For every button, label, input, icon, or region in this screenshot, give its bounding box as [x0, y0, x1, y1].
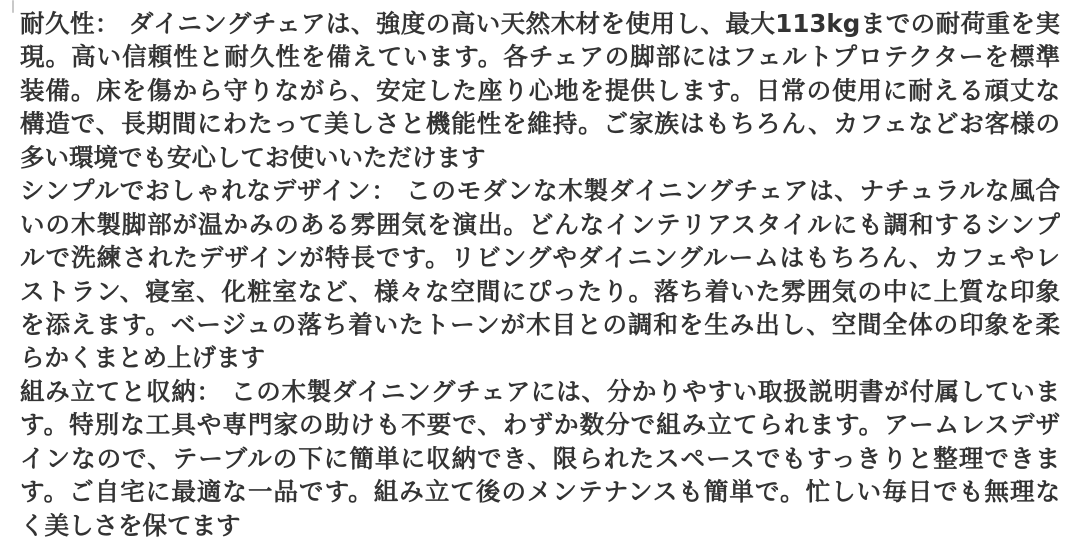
description-line: す。ご自宅に最適な一品です。組み立て後のメンテナンスも簡単で。忙しい毎日でも無理な	[20, 477, 1060, 507]
description-line: 組み立てと収納： この木製ダイニングチェアには、分かりやすい取扱説明書が付属していま	[20, 376, 1060, 406]
description-line: 多い環境でも安心してお使いいただけます	[20, 142, 486, 172]
description-line: 耐久性： ダイニングチェアは、強度の高い天然木材を使用し、最大113kgまでの耐荷重を実	[20, 9, 1060, 38]
description-line: シンプルでおしゃれなデザイン： このモダンな木製ダイニングチェアは、ナチュラルな風合	[20, 176, 1060, 206]
description-line: す。特別な工具や専門家の助けも不要で、わずか数分で組み立てられます。アームレスデザ	[20, 410, 1060, 440]
description-line: ルで洗練されたデザインが特長です。リビングやダイニングルームはもちろん、カフェやレ	[20, 243, 1060, 273]
description-line: 構造で、長期間にわたって美しさと機能性を維持。ご家族はもちろん、カフェなどお客様の	[20, 109, 1060, 139]
description-line: く美しさを保てます	[20, 510, 241, 540]
description-line: らかくまとめ上げます	[20, 343, 265, 373]
description-line: いの木製脚部が温かみのある雰囲気を演出。どんなインテリアスタイルにも調和するシンプ	[20, 209, 1060, 239]
scroll-indicator	[12, 0, 14, 13]
description-line: を添えます。ベージュの落ち着いたトーンが木目との調和を生み出し、空間全体の印象を柔	[20, 309, 1060, 339]
description-line: ストラン、寝室、化粧室など、様々な空間にぴったり。落ち着いた雰囲気の中に上質な印象	[20, 276, 1060, 306]
product-description-text	[20, 7, 1060, 542]
description-line: 現。高い信頼性と耐久性を備えています。各チェアの脚部にはフェルトプロテクターを標準	[20, 42, 1060, 72]
description-line: インなので、テーブルの下に簡単に収納でき、限られたスペースでもすっきりと整理できま	[20, 443, 1060, 473]
description-line: 装備。床を傷から守りながら、安定した座り心地を提供します。日常の使用に耐える頑丈な	[20, 75, 1060, 105]
